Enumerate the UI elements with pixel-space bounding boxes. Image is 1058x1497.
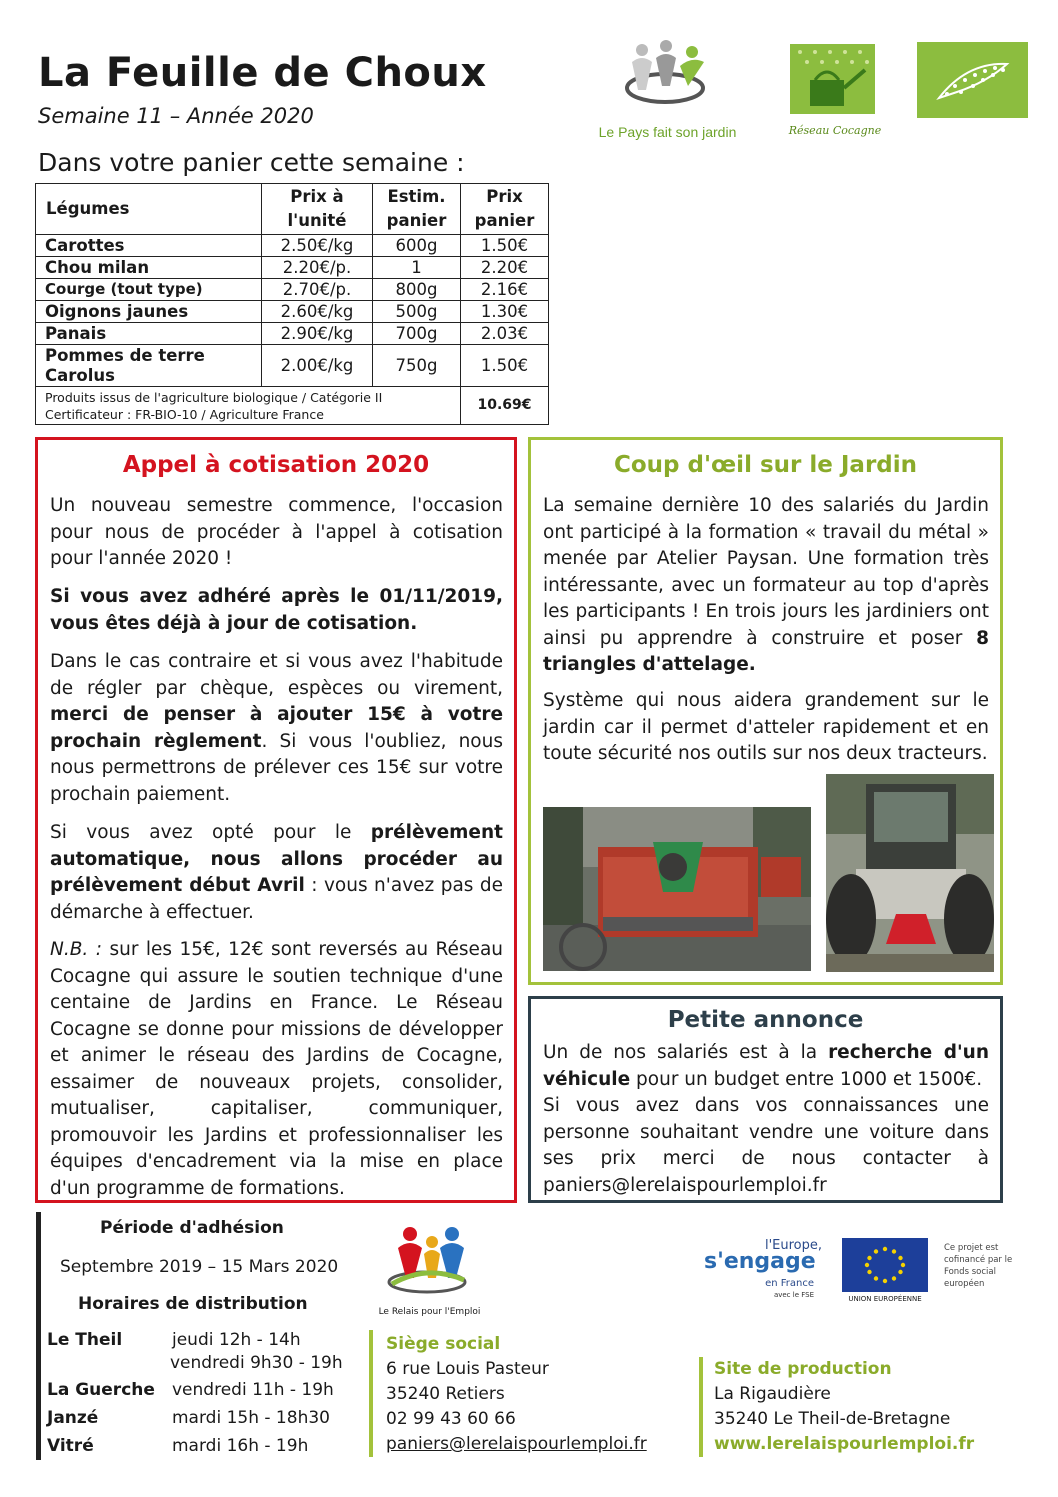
- reseau-cocagne-logo: [785, 42, 885, 137]
- siege-divider: [369, 1330, 373, 1457]
- siege-email-link[interactable]: paniers@lerelaispourlemploi.fr: [386, 1434, 647, 1454]
- site-city: 35240 Le Theil-de-Bretagne: [714, 1409, 951, 1429]
- siege-street: 6 rue Louis Pasteur: [386, 1359, 549, 1379]
- basket-heading: Dans votre panier cette semaine :: [38, 148, 465, 177]
- people-group-icon: [372, 1222, 487, 1302]
- cotisation-panel: [35, 437, 517, 1203]
- jardin-title: Coup d'œil sur le Jardin: [613, 452, 918, 478]
- schedule-place: Janzé: [47, 1408, 99, 1428]
- schedule-place: Vitré: [47, 1436, 94, 1456]
- certification-note: Produits issus de l'agriculture biologique / Catégorie II Certificateur : FR-BIO-10 / Agriculture France: [36, 387, 461, 425]
- organic-leaf-icon: [917, 42, 1028, 118]
- horaires-heading: Horaires de distribution: [78, 1294, 308, 1314]
- col-header-price: Prix panier: [461, 184, 549, 235]
- schedule-time: mardi 16h - 19h: [172, 1436, 309, 1456]
- table-footer-row: [36, 387, 549, 425]
- siege-heading: Siège social: [386, 1334, 501, 1354]
- issue-subtitle: Semaine 11 – Année 2020: [38, 104, 314, 128]
- tracteur-photo: [826, 774, 994, 972]
- table-row: Chou milan 2.20€/p. 1 2.20€: [36, 257, 549, 279]
- europe-engage-logo: l'Europe, s'engage en France avec le FSE: [704, 1238, 822, 1299]
- relais-caption: Le Relais pour l'Emploi: [378, 1307, 481, 1317]
- newsletter-title: La Feuille de Choux: [38, 50, 487, 96]
- siege-phone: 02 99 43 60 66: [386, 1409, 516, 1429]
- eu-organic-logo: [917, 42, 1028, 118]
- table-row: Oignons jaunes 2.60€/kg 500g 1.30€: [36, 301, 549, 323]
- reseau-cocagne-caption: Réseau Cocagne: [788, 124, 882, 137]
- siege-city: 35240 Retiers: [386, 1384, 505, 1404]
- table-row: Courge (tout type) 2.70€/p. 800g 2.16€: [36, 279, 549, 301]
- cotisation-intro: Un nouveau semestre commence, l'occasion pour nous de procéder à l'appel à cotisation pour l'année 2020 !: [50, 495, 503, 569]
- pays-jardin-logo: [580, 40, 755, 140]
- cotisation-already-paid: Si vous avez adhéré après le 01/11/2019, vous êtes déjà à jour de cotisation.: [50, 586, 503, 634]
- jardin-panel: [528, 437, 1003, 985]
- jardin-formation-text: La semaine dernière 10 des salariés du Jardin ont participé à la formation « travail du métal » menée par Atelier Paysan. Une formation très intéressante, avec un formateur au top d'après les participants ! En trois jours les jardiniers ont ainsi pu apprendre à construire et poser 8 triangles d'attelage.: [543, 495, 989, 675]
- watering-can-icon: [785, 42, 885, 117]
- eu-flag-icon: [842, 1238, 928, 1292]
- schedule-time: vendredi 11h - 19h: [172, 1380, 334, 1400]
- basket-table: [35, 183, 549, 425]
- fse-note: Ce projet est cofinancé par le Fonds social européen: [944, 1243, 1013, 1289]
- table-row: Carottes 2.50€/kg 600g 1.50€: [36, 235, 549, 257]
- schedule-divider: [36, 1212, 41, 1460]
- cotisation-automatic: Si vous avez opté pour le prélèvement automatique, nous allons procéder au prélèvement début Avril : vous n'avez pas de démarche à effectuer.: [50, 822, 503, 923]
- pays-jardin-caption: Le Pays fait son jardin: [598, 124, 737, 140]
- schedule-time: vendredi 9h30 - 19h: [170, 1353, 343, 1373]
- relais-emploi-logo: [372, 1222, 487, 1317]
- eu-flag-logo: UNION EUROPÉENNE: [842, 1238, 928, 1304]
- website-link[interactable]: www.lerelaispourlemploi.fr: [714, 1434, 975, 1454]
- schedule-place: La Guerche: [47, 1380, 155, 1400]
- site-heading: Site de production: [714, 1359, 892, 1379]
- cotisation-nb: N.B. : sur les 15€, 12€ sont reversés au Réseau Cocagne qui assure le soutien technique d'une centaine de Jardins en France. Le Réseau Cocagne se donne pour missions de développer et animer le réseau des Jardins de Cocagne, essaimer de nouveaux projets, consolider, mutualiser, capitaliser, communiquer, promouvoir les Jardins et professionnaliser les équipes d'encadrement via la mise en place d'un programme de formations.: [50, 939, 504, 1199]
- schedule-time: jeudi 12h - 14h: [172, 1330, 301, 1350]
- jardin-system-text: Système qui nous aidera grandement sur le jardin car il permet d'atteler rapidement et en toute sécurité nos outils sur nos deux tracteurs.: [543, 690, 989, 764]
- col-header-unit-price: Prix à l'unité: [262, 184, 373, 235]
- site-name: La Rigaudière: [714, 1384, 831, 1404]
- cotisation-payment-info: Dans le cas contraire et si vous avez l'habitude de régler par chèque, espèces ou virement, merci de penser à ajouter 15€ à votre prochain règlement. Si vous l'oubliez, nous nous permettrons de prélever ces 15€ sur votre prochain paiement.: [50, 651, 503, 805]
- basket-total: 10.69€: [461, 387, 549, 425]
- annonce-contact-text: Si vous avez dans vos connaissances une personne souhaitant vendre une voiture dans ses prix merci de nous contacter à paniers@lerelaispourlemploi.fr: [543, 1095, 989, 1196]
- col-header-estim: Estim. panier: [373, 184, 461, 235]
- annonce-title: Petite annonce: [667, 1007, 864, 1033]
- periode-heading: Période d'adhésion: [100, 1218, 284, 1238]
- periode-value: Septembre 2019 – 15 Mars 2020: [60, 1257, 339, 1277]
- site-divider: [699, 1357, 703, 1457]
- annonce-panel: [528, 996, 1003, 1203]
- table-row: Pommes de terre Carolus 2.00€/kg 750g 1.50€: [36, 345, 549, 387]
- schedule-place: Le Theil: [47, 1330, 123, 1350]
- annonce-search-text: Un de nos salariés est à la recherche d'un véhicule pour un budget entre 1000 et 1500€.: [543, 1042, 989, 1090]
- people-circle-icon: [580, 40, 755, 120]
- schedule-time: mardi 15h - 18h30: [172, 1408, 330, 1428]
- col-header-legumes: Légumes: [36, 184, 262, 235]
- cotisation-title: Appel à cotisation 2020: [122, 452, 430, 478]
- table-row: Panais 2.90€/kg 700g 2.03€: [36, 323, 549, 345]
- attelage-photo: [543, 807, 811, 971]
